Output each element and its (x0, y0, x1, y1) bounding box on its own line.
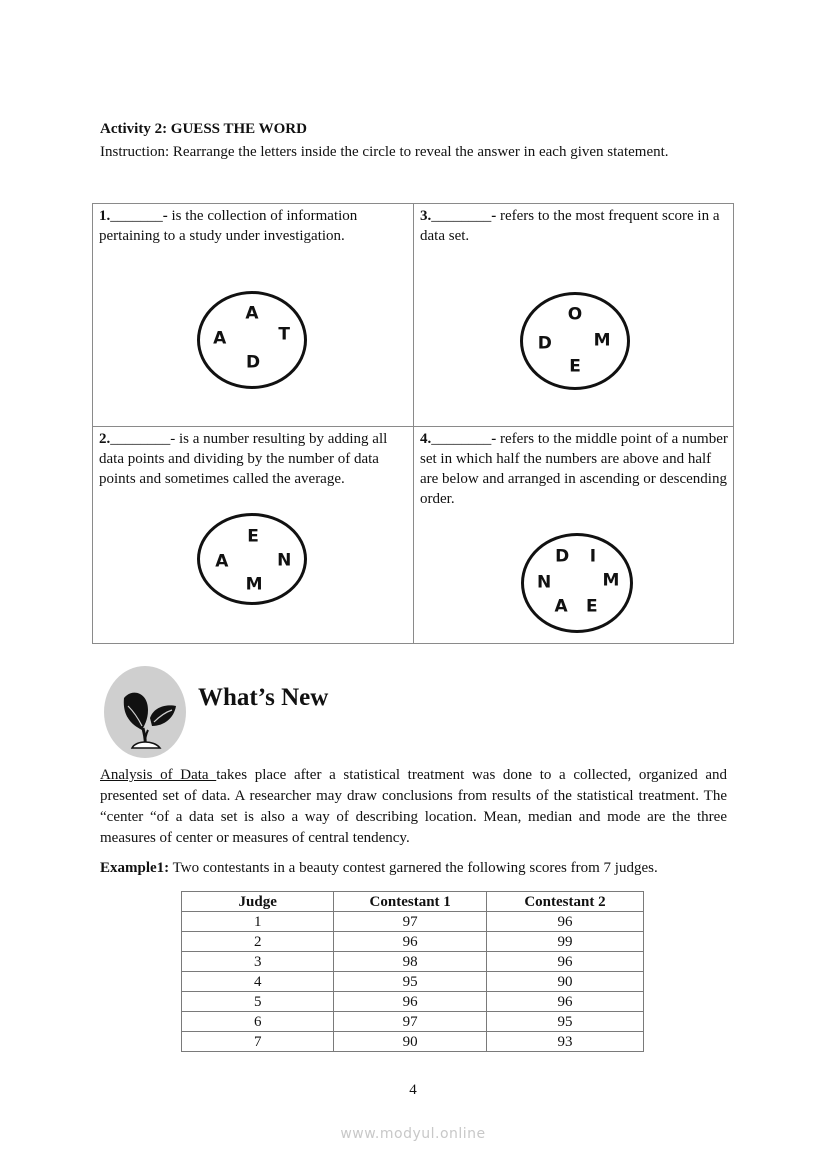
contestant2-cell: 93 (486, 1032, 643, 1052)
contestant1-cell: 98 (334, 952, 486, 972)
puzzle-dash: - (170, 431, 176, 447)
puzzle-dash: - (162, 208, 168, 224)
example-statement (100, 860, 658, 877)
judge-cell: 6 (182, 1012, 334, 1032)
judge-cell: 4 (182, 972, 334, 992)
letter: D (537, 333, 552, 354)
table-row (182, 972, 644, 992)
judge-cell: 1 (182, 912, 334, 932)
puzzle-cell-1 (93, 204, 413, 426)
judge-cell: 3 (182, 952, 334, 972)
term-analysis-of-data: Analysis of Data (100, 767, 217, 783)
activity-title: Activity 2: GUESS THE WORD (100, 121, 307, 137)
table-row (182, 912, 644, 932)
letter-circle (520, 292, 630, 390)
letter: O (567, 304, 583, 325)
contestant1-cell: 97 (334, 912, 486, 932)
letter: A (213, 328, 227, 349)
table-row (182, 932, 644, 952)
table-row (182, 952, 644, 972)
contestant2-cell: 96 (486, 912, 643, 932)
puzzle-statement: refers to the middle point of a number set in which half the numbers are above and half are below and arranged in ascending or descending order. (420, 431, 728, 507)
contestant2-cell: 99 (486, 932, 643, 952)
analysis-paragraph (100, 765, 727, 849)
puzzle-dash: - (491, 208, 497, 224)
puzzle-number: 3. (420, 208, 432, 224)
puzzle-grid (92, 203, 734, 644)
plant-sprout-icon (104, 666, 186, 758)
column-header: Contestant 2 (486, 892, 643, 912)
contestant1-cell: 96 (334, 992, 486, 1012)
column-header: Judge (182, 892, 334, 912)
judge-cell: 2 (182, 932, 334, 952)
judge-cell: 7 (182, 1032, 334, 1052)
scores-table (181, 891, 644, 1052)
table-row (182, 992, 644, 1012)
letter: E (586, 596, 598, 617)
page-number: 4 (409, 1082, 417, 1098)
section-title: What’s New (198, 684, 329, 711)
contestant1-cell: 97 (334, 1012, 486, 1032)
puzzle-cell-4 (414, 427, 734, 643)
puzzle-cell-2 (93, 427, 413, 643)
table-row (182, 1032, 644, 1052)
letter: A (554, 596, 568, 617)
letter-circle (521, 533, 633, 633)
puzzle-statement: refers to the most frequent score in a data set. (420, 208, 720, 244)
activity-instruction: Instruction: Rearrange the letters inside the circle to reveal the answer in each given statement. (100, 144, 669, 160)
letter: D (245, 352, 261, 373)
table-header-row (182, 892, 644, 912)
example-text: Two contestants in a beauty contest garnered the following scores from 7 judges. (169, 860, 658, 876)
contestant1-cell: 95 (334, 972, 486, 992)
contestant2-cell: 96 (486, 952, 643, 972)
table-row (182, 1012, 644, 1032)
puzzle-dash: - (491, 431, 497, 447)
letter: A (245, 303, 259, 324)
puzzle-number: 1. (99, 208, 111, 224)
answer-blank: ________ (431, 431, 492, 447)
puzzle-statement: is the collection of information pertaining to a study under investigation. (99, 208, 358, 244)
letter: T (278, 324, 291, 345)
contestant1-cell: 90 (334, 1032, 486, 1052)
example-label: Example1: (100, 860, 170, 876)
watermark: www.modyul.online (340, 1126, 486, 1142)
puzzle-number: 4. (420, 431, 432, 447)
letter: D (555, 546, 570, 567)
contestant2-cell: 90 (486, 972, 643, 992)
contestant2-cell: 95 (486, 1012, 643, 1032)
puzzle-statement: is a number resulting by adding all data points and dividing by the number of data points and sometimes called the average. (99, 431, 388, 487)
puzzle-cell-3 (414, 204, 734, 426)
answer-blank: ________ (431, 208, 492, 224)
answer-blank: _______ (110, 208, 163, 224)
letter: E (569, 356, 581, 377)
puzzle-number: 2. (99, 431, 111, 447)
contestant1-cell: 96 (334, 932, 486, 952)
contestant2-cell: 96 (486, 992, 643, 1012)
judge-cell: 5 (182, 992, 334, 1012)
letter-circle (197, 291, 307, 389)
paragraph-text: takes place after a statistical treatment was done to a collected, organized and presented set of data. A researcher may draw conclusions from results of the statistical treatment. The “center “of a data set is also a way of describing location. Mean, median and mode are the three measures of center or measures of central tendency. (100, 767, 727, 846)
letter: A (215, 551, 229, 572)
letter: E (247, 526, 259, 547)
letter: M (602, 570, 620, 591)
letter: M (245, 574, 263, 595)
answer-blank: ________ (110, 431, 171, 447)
letter: N (277, 550, 292, 571)
column-header: Contestant 1 (334, 892, 486, 912)
letter-circle (197, 513, 307, 605)
letter: I (589, 546, 597, 567)
letter: N (537, 572, 552, 593)
letter: M (593, 330, 611, 351)
